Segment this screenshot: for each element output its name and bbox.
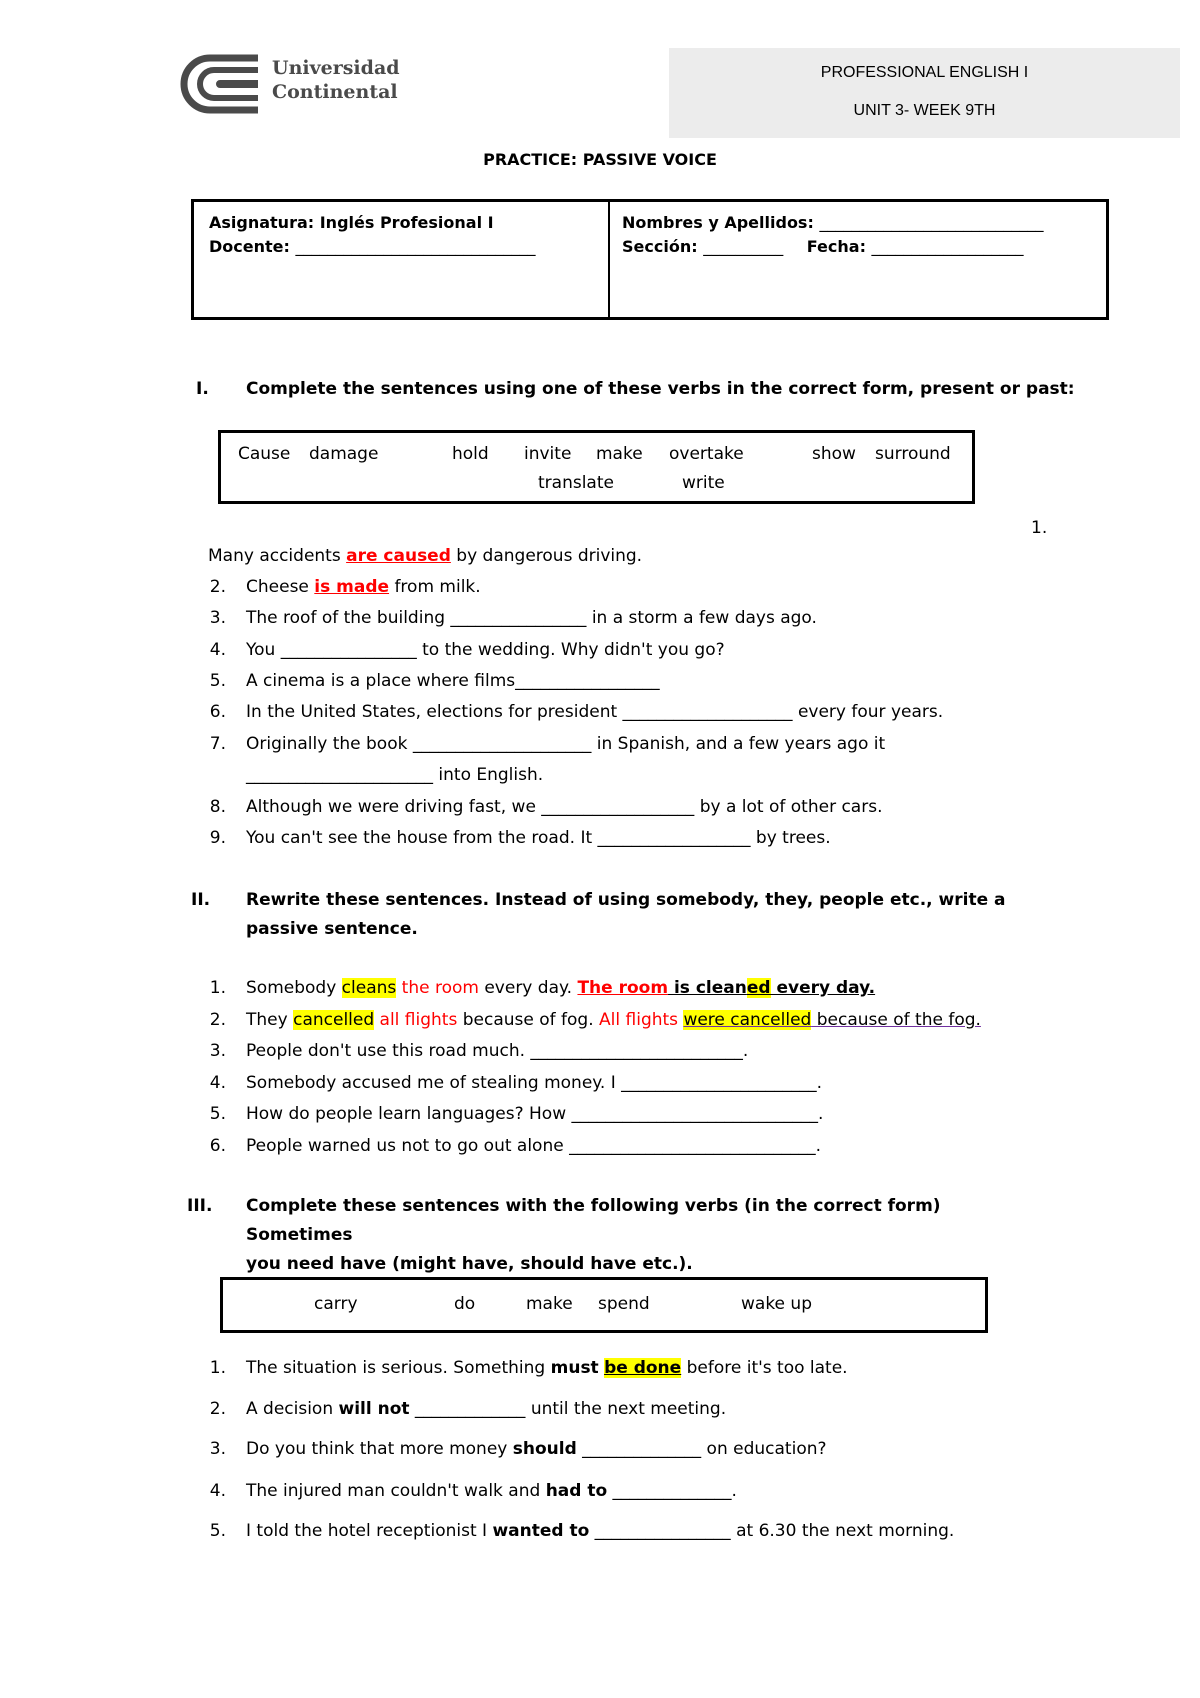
s2-item-5-sentence[interactable]: How do people learn languages? How _____________________________. xyxy=(246,1104,824,1124)
item-8-sentence[interactable]: Although we were driving fast, we __________________ by a lot of other cars. xyxy=(246,797,883,817)
word-spend: spend xyxy=(598,1294,650,1314)
word-hold: hold xyxy=(452,444,489,464)
docente-label: Docente: xyxy=(209,237,290,256)
word-damage: damage xyxy=(309,444,379,464)
course-header xyxy=(669,48,1180,138)
s2-item-2-sentence: They cancelled all flights because of fog. All flights were cancelled because of the fog. xyxy=(246,1010,981,1030)
section-2-instruction: Rewrite these sentences. Instead of using somebody, they, people etc., write a passive sentence. xyxy=(246,890,1006,939)
s2-item-1-answer-subject: The room xyxy=(577,978,669,998)
seccion-fecha-field xyxy=(622,237,1024,256)
word-write: write xyxy=(682,473,725,493)
section-3-number: III. xyxy=(187,1196,213,1216)
item-3-sentence[interactable]: The roof of the building ________________ in a storm a few days ago. xyxy=(246,608,817,628)
logo-line-2: Continental xyxy=(272,81,398,103)
item-4-sentence[interactable]: You ________________ to the wedding. Why didn't you go? xyxy=(246,640,725,660)
s2-item-2-number: 2. xyxy=(209,1010,226,1030)
fecha-blank[interactable]: ___________________ xyxy=(871,237,1024,256)
s2-item-5-number: 5. xyxy=(209,1104,226,1124)
item-7-sentence-line-2[interactable]: ______________________ into English. xyxy=(246,765,544,785)
nombres-field xyxy=(622,213,1043,232)
docente-blank[interactable]: ______________________________ xyxy=(295,237,536,256)
item-6-sentence[interactable]: In the United States, elections for president ____________________ every four years. xyxy=(246,702,944,722)
docente-field xyxy=(209,237,535,256)
section-1-number: I. xyxy=(196,379,209,399)
table-divider xyxy=(608,202,610,317)
seccion-label: Sección: xyxy=(622,237,698,256)
s3-item-3-sentence[interactable]: Do you think that more money should ______________ on education? xyxy=(246,1439,827,1459)
item-4-number: 4. xyxy=(209,640,226,660)
item-1-answer: are caused xyxy=(346,546,451,566)
item-7-sentence[interactable]: Originally the book _____________________ in Spanish, and a few years ago it xyxy=(246,734,886,754)
s2-item-3-number: 3. xyxy=(209,1041,226,1061)
course-name: PROFESSIONAL ENGLISH I xyxy=(820,64,1029,81)
logo-wordmark xyxy=(272,56,400,104)
s3-item-2-number: 2. xyxy=(209,1399,226,1419)
s2-item-4-number: 4. xyxy=(209,1073,226,1093)
section-3-instruction: Complete these sentences with the following verbs (in the correct form) Sometimes you need have (might have, should have etc.). xyxy=(246,1196,941,1274)
s3-item-4-sentence[interactable]: The injured man couldn't walk and had to ______________. xyxy=(246,1481,737,1501)
s3-item-5-sentence[interactable]: I told the hotel receptionist I wanted to ________________ at 6.30 the next morning. xyxy=(246,1521,955,1541)
seccion-blank[interactable]: __________ xyxy=(703,237,784,256)
s3-item-2-sentence[interactable]: A decision will not _____________ until the next meeting. xyxy=(246,1399,727,1419)
s2-item-2-verb: cancelled xyxy=(293,1010,375,1030)
asignatura-field: Asignatura: Inglés Profesional I xyxy=(209,213,494,232)
nombres-blank[interactable]: ____________________________ xyxy=(819,213,1044,232)
s3-item-4-number: 4. xyxy=(209,1481,226,1501)
s3-item-5-number: 5. xyxy=(209,1521,226,1541)
s2-item-1-verb: cleans xyxy=(341,978,397,998)
item-2-sentence: Cheese is made from milk. xyxy=(246,577,481,597)
word-invite: invite xyxy=(524,444,572,464)
item-1-number: 1. xyxy=(1031,518,1048,538)
page-title: PRACTICE: PASSIVE VOICE xyxy=(483,150,717,169)
word-do: do xyxy=(454,1294,476,1314)
item-8-number: 8. xyxy=(209,797,226,817)
item-2-answer: is made xyxy=(314,577,390,597)
unit-week: UNIT 3- WEEK 9TH xyxy=(853,102,996,119)
s2-item-6-sentence[interactable]: People warned us not to go out alone _____________________________. xyxy=(246,1136,821,1156)
section-1-instruction: Complete the sentences using one of these verbs in the correct form, present or past: xyxy=(246,379,1075,399)
word-carry: carry xyxy=(314,1294,358,1314)
s2-item-3-sentence[interactable]: People don't use this road much. _________________________. xyxy=(246,1041,749,1061)
word-show: show xyxy=(812,444,856,464)
s2-item-2-answer-verb: were cancelled xyxy=(683,1010,812,1030)
section-2-number: II. xyxy=(191,890,211,910)
s3-item-1-answer: be done xyxy=(604,1358,682,1378)
s2-item-1-sentence: Somebody cleans the room every day. The room is cleaned every day. xyxy=(246,978,876,998)
logo-line-1: Universidad xyxy=(272,57,400,79)
item-6-number: 6. xyxy=(209,702,226,722)
item-9-number: 9. xyxy=(209,828,226,848)
item-9-sentence[interactable]: You can't see the house from the road. It __________________ by trees. xyxy=(246,828,831,848)
fecha-label: Fecha: xyxy=(806,237,866,256)
university-logo xyxy=(180,52,400,114)
section-3-word-box xyxy=(220,1277,988,1333)
item-5-sentence[interactable]: A cinema is a place where films_________________ xyxy=(246,671,660,691)
continental-logo-icon xyxy=(180,52,260,114)
s2-item-6-number: 6. xyxy=(209,1136,226,1156)
s3-item-1-sentence: The situation is serious. Something must be done before it's too late. xyxy=(246,1358,848,1378)
nombres-label: Nombres y Apellidos: xyxy=(622,213,814,232)
item-1-sentence: Many accidents are caused by dangerous driving. xyxy=(208,546,643,566)
word-surround: surround xyxy=(875,444,951,464)
item-2-number: 2. xyxy=(209,577,226,597)
word-overtake: overtake xyxy=(669,444,744,464)
word-make: make xyxy=(596,444,643,464)
s2-item-1-number: 1. xyxy=(209,978,226,998)
item-5-number: 5. xyxy=(209,671,226,691)
item-7-number: 7. xyxy=(209,734,226,754)
s3-item-1-number: 1. xyxy=(209,1358,226,1378)
word-wake-up: wake up xyxy=(741,1294,812,1314)
s2-item-4-sentence[interactable]: Somebody accused me of stealing money. I _______________________. xyxy=(246,1073,823,1093)
word-cause: Cause xyxy=(238,444,291,464)
s3-item-3-number: 3. xyxy=(209,1439,226,1459)
section-1-word-box xyxy=(218,430,975,504)
student-info-table xyxy=(191,199,1109,320)
item-3-number: 3. xyxy=(209,608,226,628)
word-make-3: make xyxy=(526,1294,573,1314)
word-translate: translate xyxy=(538,473,614,493)
